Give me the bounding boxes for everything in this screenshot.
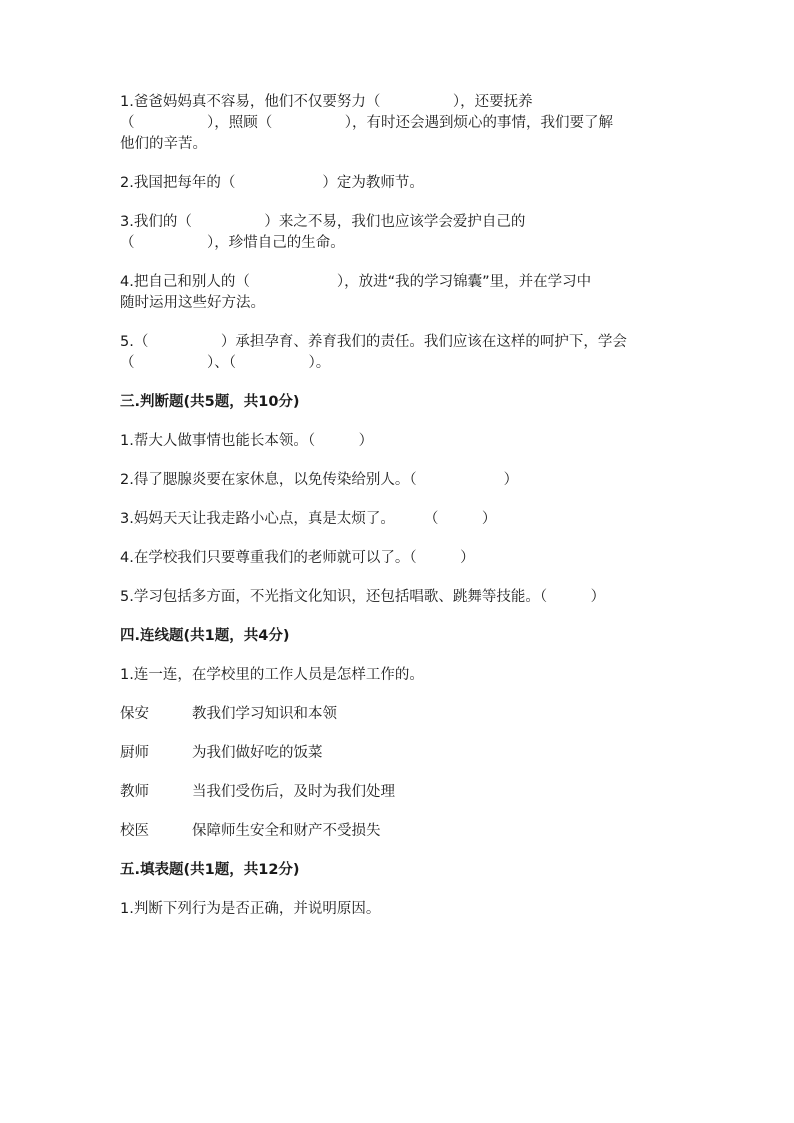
judgment-item-2: 2.得了腮腺炎要在家休息，以免传染给别人。（ ） [120,472,519,488]
matching-right-item: 教我们学习知识和本领 [192,706,337,722]
fill-question-3 [120,212,680,254]
fill-question-2 [120,173,680,194]
matching-left-item: 保安 [120,706,149,722]
judgment-item-3: 3.妈妈天天让我走路小心点，真是太烦了。 （ ） [120,511,497,527]
fill-question-3-line-1: 3.我们的（ ）来之不易，我们也应该学会爱护自己的 [120,214,526,230]
fill-question-5 [120,332,680,374]
fill-question-5-line-2: （ ）、（ ）。 [120,355,331,371]
fill-question-1-line-1: 1.爸爸妈妈真不容易，他们不仅要努力（ ），还要抚养 [120,94,533,110]
judgment-item-1: 1.帮大人做事情也能长本领。（ ） [120,433,374,449]
fill-question-5-line-1: 5.（ ）承担孕育、养育我们的责任。我们应该在这样的呵护下，学会 [120,334,627,350]
matching-row [120,743,680,764]
section-heading-table: 五.填表题(共1题，共12分) [120,862,300,878]
matching-left-item: 教师 [120,784,149,800]
section-heading-matching: 四.连线题(共1题，共4分) [120,628,290,644]
worksheet-page [120,92,680,938]
fill-question-1-line-2: （ ），照顾（ ），有时还会遇到烦心的事情，我们要了解 [120,115,613,131]
matching-row [120,782,680,803]
fill-question-1 [120,92,680,155]
matching-left-item: 厨师 [120,745,149,761]
section-heading-judgment: 三.判断题(共5题，共10分) [120,394,300,410]
fill-question-2-line-1: 2.我国把每年的（ ）定为教师节。 [120,175,424,191]
matching-row [120,704,680,725]
matching-right-item: 为我们做好吃的饭菜 [192,745,323,761]
fill-question-4 [120,272,680,314]
fill-question-3-line-2: （ ），珍惜自己的生命。 [120,235,345,251]
matching-right-item: 保障师生安全和财产不受损失 [192,823,381,839]
matching-right-item: 当我们受伤后，及时为我们处理 [192,784,395,800]
fill-question-1-line-3: 他们的辛苦。 [120,136,207,152]
matching-left-item: 校医 [120,823,149,839]
table-question: 1.判断下列行为是否正确，并说明原因。 [120,901,381,917]
fill-question-4-line-1: 4.把自己和别人的（ ），放进“我的学习锦囊”里，并在学习中 [120,274,592,290]
matching-row [120,821,680,842]
judgment-item-4: 4.在学校我们只要尊重我们的老师就可以了。（ ） [120,550,475,566]
judgment-item-5: 5.学习包括多方面，不光指文化知识，还包括唱歌、跳舞等技能。（ ） [120,589,606,605]
matching-question: 1.连一连，在学校里的工作人员是怎样工作的。 [120,667,424,683]
fill-question-4-line-2: 随时运用这些好方法。 [120,295,265,311]
